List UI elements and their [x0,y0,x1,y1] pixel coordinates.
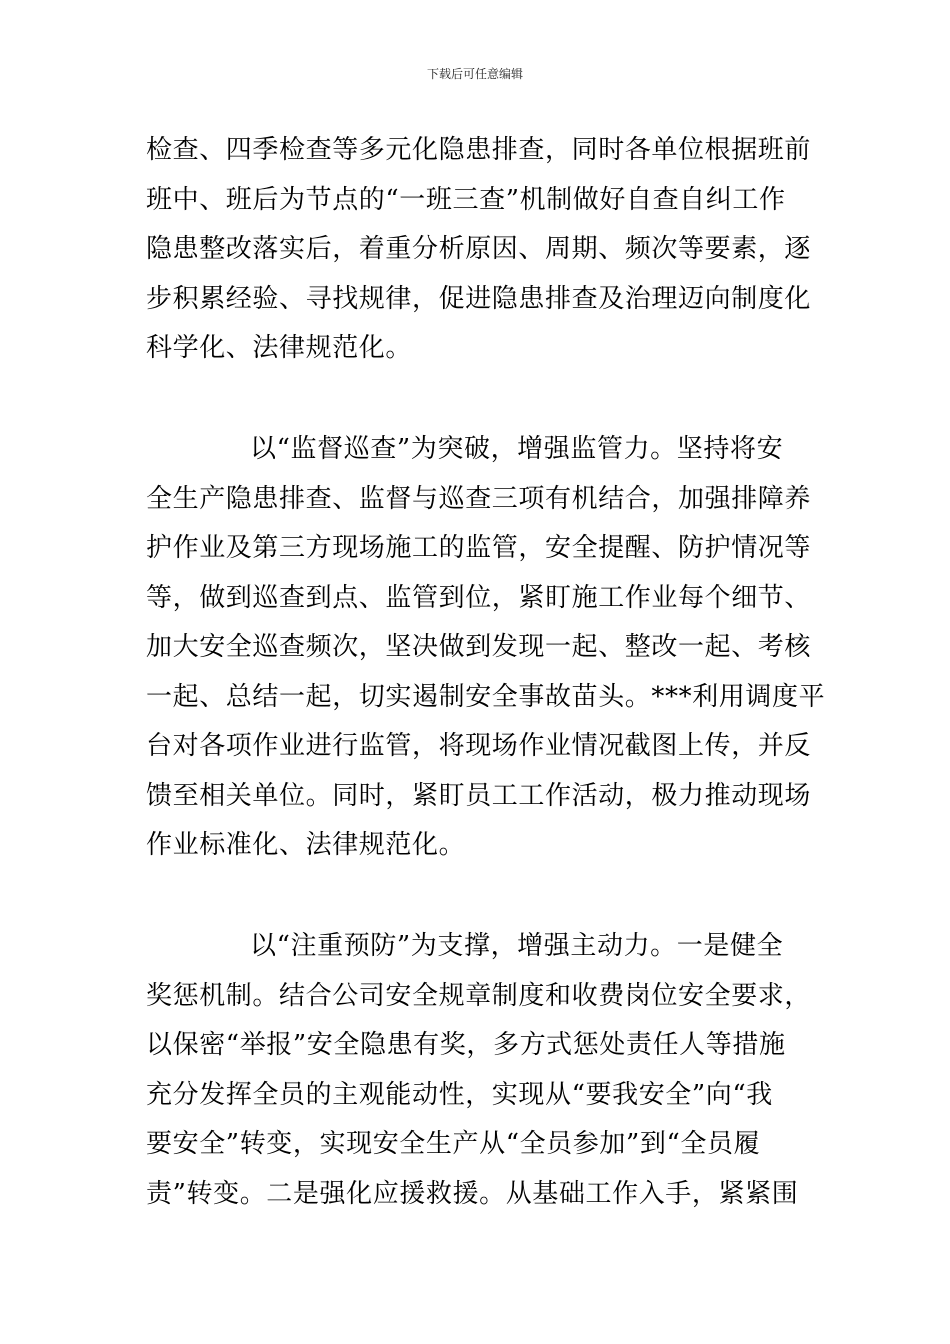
text-line: 加大安全巡查频次，坚决做到发现一起、整改一起、考核 [146,632,812,662]
text-line: 步积累经验、寻找规律，促进隐患排查及治理迈向制度化 [146,283,812,314]
paragraph-supervision-inspection [146,425,826,871]
text-line: 作业标准化、法律规范化。 [146,830,466,860]
text-line: 充分发挥全员的主观能动性，实现从“要我安全”向“我 [146,1079,773,1110]
paragraph-prevention [146,922,812,1219]
text-line: 以“注重预防”为支撑，增强主动力。一是健全 [250,931,784,961]
text-line: 护作业及第三方现场施工的监管，安全提醒、防护情况等 [146,533,812,563]
text-line: 馈至相关单位。同时，紧盯员工工作活动，极力推动现场 [146,780,812,811]
text-line: 奖惩机制。结合公司安全规章制度和收费岗位安全要求， [146,980,812,1011]
text-line: 以“监督巡查”为突破，增强监管力。坚持将安 [250,434,784,464]
text-line: 台对各项作业进行监管，将现场作业情况截图上传，并反 [146,731,812,761]
text-line: 责”转变。二是强化应援救援。从基础工作入手，紧紧围 [146,1178,799,1209]
text-line: 等，做到巡查到点、监管到位，紧盯施工作业每个细节、 [146,582,812,613]
page-header: 下载后可任意编辑 [426,67,523,81]
text-line: 以保密“举报”安全隐患有奖，多方式惩处责任人等措施 [146,1030,786,1060]
text-line: 要安全”转变，实现安全生产从“全员参加”到“全员履 [146,1129,761,1159]
paragraph-hazard-rectification [146,126,812,374]
text-line: 隐患整改落实后，着重分析原因、周期、频次等要素，逐 [146,234,812,264]
text-line: 检查、四季检查等多元化隐患排查，同时各单位根据班前 [146,135,812,165]
text-line: 班中、班后为节点的“一班三查”机制做好自查自纠工作 [146,184,786,215]
text-line: 一起、总结一起，切实遏制安全事故苗头。***利用调度平 [146,681,826,712]
text-line: 全生产隐患排查、监督与巡查三项有机结合，加强排障养 [146,483,812,514]
text-line: 科学化、法律规范化。 [146,333,413,363]
